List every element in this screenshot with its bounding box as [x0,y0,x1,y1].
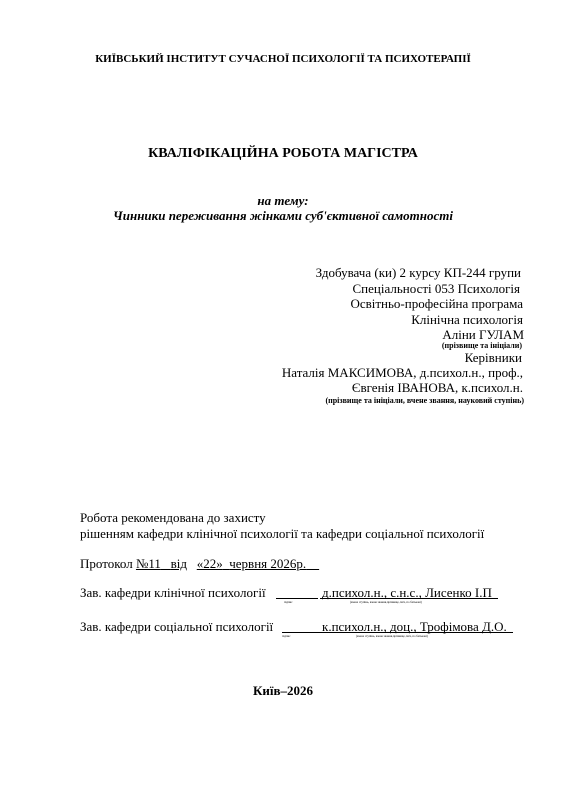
institution-name: КИЇВСЬКИЙ ІНСТИТУТ СУЧАСНОЇ ПСИХОЛОГІЇ ТА ПСИХОТЕРАПІЇ [95,53,471,65]
author-program-name: Клінічна психологія [411,312,523,327]
recommendation-line-1: Робота рекомендована до захисту [80,510,266,525]
author-specialty: Спеціальності 053 Психологія [352,281,520,296]
author-program: Освітньо-професійна програма [350,296,523,311]
head-social-signature-line [282,632,320,633]
city-year: Київ–2026 [252,683,314,698]
protocol-day: «22» [196,556,223,571]
author-course-group: Здобувача (ки) 2 курсу КП-244 групи [315,265,521,280]
protocol-prefix: Протокол [80,556,136,571]
protocol-from: від [170,556,187,571]
protocol-date: червня 2026р. [229,556,307,571]
thesis-topic: Чинники переживання жінками суб'єктивної самотності [113,208,453,223]
head-social-value-caption: (вчена ступінь, вчене звання,прізвище, ім'я, по батькові) [356,634,428,638]
protocol-number: №11 [135,556,161,571]
head-clinical-label: Зав. кафедри клінічної психології [80,585,266,600]
head-clinical-value: д.психол.н., с.н.с., Лисенко І.П [322,585,492,600]
topic-label: на тему: [257,193,309,208]
supervisors-caption: (прізвище та ініціали, вчене звання, науковий ступінь) [325,396,524,405]
student-name-caption: (прізвище та ініціали) [441,341,522,350]
supervisor-1: Наталія МАКСИМОВА, д.психол.н., проф., [281,365,523,380]
supervisors-label: Керівники [464,350,522,365]
head-clinical-sign-caption: підпис [284,600,293,604]
head-clinical-value-line [320,598,498,599]
recommendation-line-2: рішенням кафедри клінічної психології та кафедри соціальної психології [80,526,485,541]
head-clinical-value-caption: (вчена ступінь, вчене звання,прізвище, ім'я, по батькові) [350,600,422,604]
head-social-value-line [320,632,513,633]
head-clinical-signature-line [276,598,318,599]
student-name: Аліни ГУЛАМ [442,327,524,342]
head-social-value: к.психол.н., доц., Трофімова Д.О. [322,619,507,634]
head-social-sign-caption: підпис [282,634,291,638]
protocol-line [80,556,319,572]
document-title: КВАЛІФІКАЦІЙНА РОБОТА МАГІСТРА [148,146,418,161]
supervisor-2: Євгенія ІВАНОВА, к.психол.н. [351,380,523,395]
head-social-label: Зав. кафедри соціальної психології [80,619,274,634]
